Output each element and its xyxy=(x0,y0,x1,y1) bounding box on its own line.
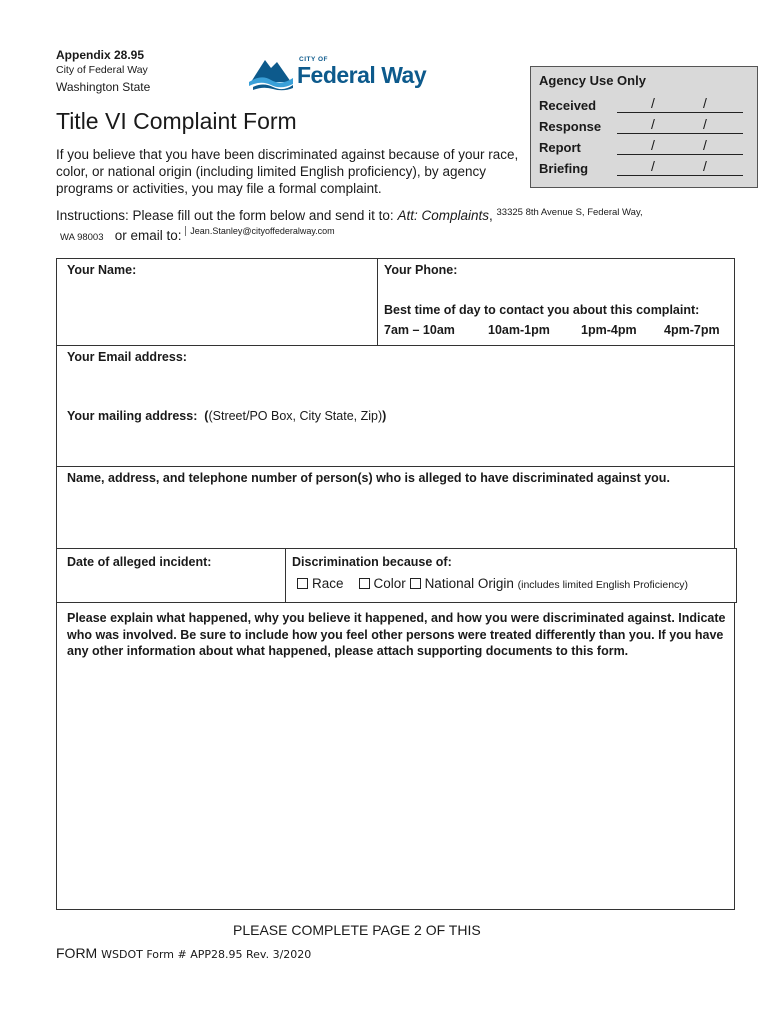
phone-label: Your Phone: xyxy=(384,263,458,277)
accused-person-label: Name, address, and telephone number of person(s) who is alleged to have discriminated against you. xyxy=(67,471,670,485)
mailing-address-label: Your mailing address: ((Street/PO Box, City State, Zip)) xyxy=(67,409,387,423)
agency-row-report xyxy=(539,134,749,155)
footer-notice: PLEASE COMPLETE PAGE 2 OF THIS xyxy=(233,922,481,938)
agency-row-label: Briefing xyxy=(539,161,589,176)
agency-title: Agency Use Only xyxy=(539,73,646,88)
best-time-label: Best time of day to contact you about this complaint: xyxy=(384,303,700,317)
footer-form-word: FORM xyxy=(56,945,98,961)
intro-text: If you believe that you have been discriminated against because of your race, color, or national origin (including limited English proficiency), by agency programs or activities, you may file a formal complaint. xyxy=(56,147,519,196)
agency-row-briefing xyxy=(539,155,749,176)
time-option[interactable]: 4pm-7pm xyxy=(664,323,720,337)
date-blank: / / xyxy=(617,99,743,113)
time-option[interactable]: 10am-1pm xyxy=(488,323,550,337)
color-label: Color xyxy=(373,576,406,591)
agency-row-label: Report xyxy=(539,140,581,155)
race-checkbox[interactable] xyxy=(297,578,308,589)
discrimination-options xyxy=(297,576,688,591)
or-email-label: or email to: xyxy=(114,228,182,243)
page-title: Title VI Complaint Form xyxy=(56,108,297,134)
logo-text: Federal Way xyxy=(297,62,427,88)
race-label: Race xyxy=(312,576,344,591)
instructions-line-1: Instructions: Please fill out the form below and send it to: Att: Complaints, $^{33325 8th Avenue S, Federal Way,}$ xyxy=(56,207,643,223)
form-number: WSDOT Form # APP28.95 Rev. 3/2020 xyxy=(101,948,312,961)
wave-logo-icon xyxy=(247,52,297,92)
national-origin-note: (includes limited English Proficiency) xyxy=(517,579,689,591)
agency-use-only-box xyxy=(530,66,758,188)
attention-label: Att: Complaints xyxy=(397,208,489,223)
color-checkbox[interactable] xyxy=(359,578,370,589)
incident-date-label: Date of alleged incident: xyxy=(67,555,212,569)
date-blank: / / xyxy=(617,141,743,155)
federal-way-logo xyxy=(247,52,427,92)
appendix-label: Appendix 28.95 xyxy=(56,48,145,62)
state-name: Washington State xyxy=(56,80,151,94)
agency-row-received xyxy=(539,92,749,113)
mailing-hint: (Street/PO Box, City State, Zip) xyxy=(208,409,383,423)
national-origin-label: National Origin xyxy=(424,576,514,591)
agency-row-label: Received xyxy=(539,98,597,113)
agency-row-response xyxy=(539,113,749,134)
instructions-line-2 xyxy=(60,226,335,243)
mailing-label-text: Your mailing address: xyxy=(67,409,198,423)
explanation-label: Please explain what happened, why you believe it happened, and how you were discriminated against. Indicate who was involved. Be sure to include how you feel other persons were treated differently than you. If you have any other information about what happened, please attach supporting documents to this form. xyxy=(67,611,726,658)
email-label: Your Email address: xyxy=(67,350,187,364)
city-name: City of Federal Way xyxy=(56,64,148,76)
discrimination-label: Discrimination because of: xyxy=(292,555,452,569)
name-label: Your Name: xyxy=(67,263,137,277)
date-blank: / / xyxy=(617,120,743,134)
date-blank: / / xyxy=(617,162,743,176)
mailing-address: 33325 8th Avenue S, Federal Way, xyxy=(496,207,643,218)
time-option[interactable]: 7am – 10am xyxy=(384,323,455,337)
time-option[interactable]: 1pm-4pm xyxy=(581,323,637,337)
national-origin-checkbox[interactable] xyxy=(410,578,421,589)
footer-form-id xyxy=(56,945,311,961)
instructions-prefix: Instructions: Please fill out the form below and send it to: xyxy=(56,208,394,223)
zip-code: WA 98003 xyxy=(60,232,104,243)
logo-city-of: CITY OF xyxy=(299,56,329,63)
agency-row-label: Response xyxy=(539,119,602,134)
email-link[interactable]: Jean.Stanley@cityoffederalway.com xyxy=(185,226,334,236)
